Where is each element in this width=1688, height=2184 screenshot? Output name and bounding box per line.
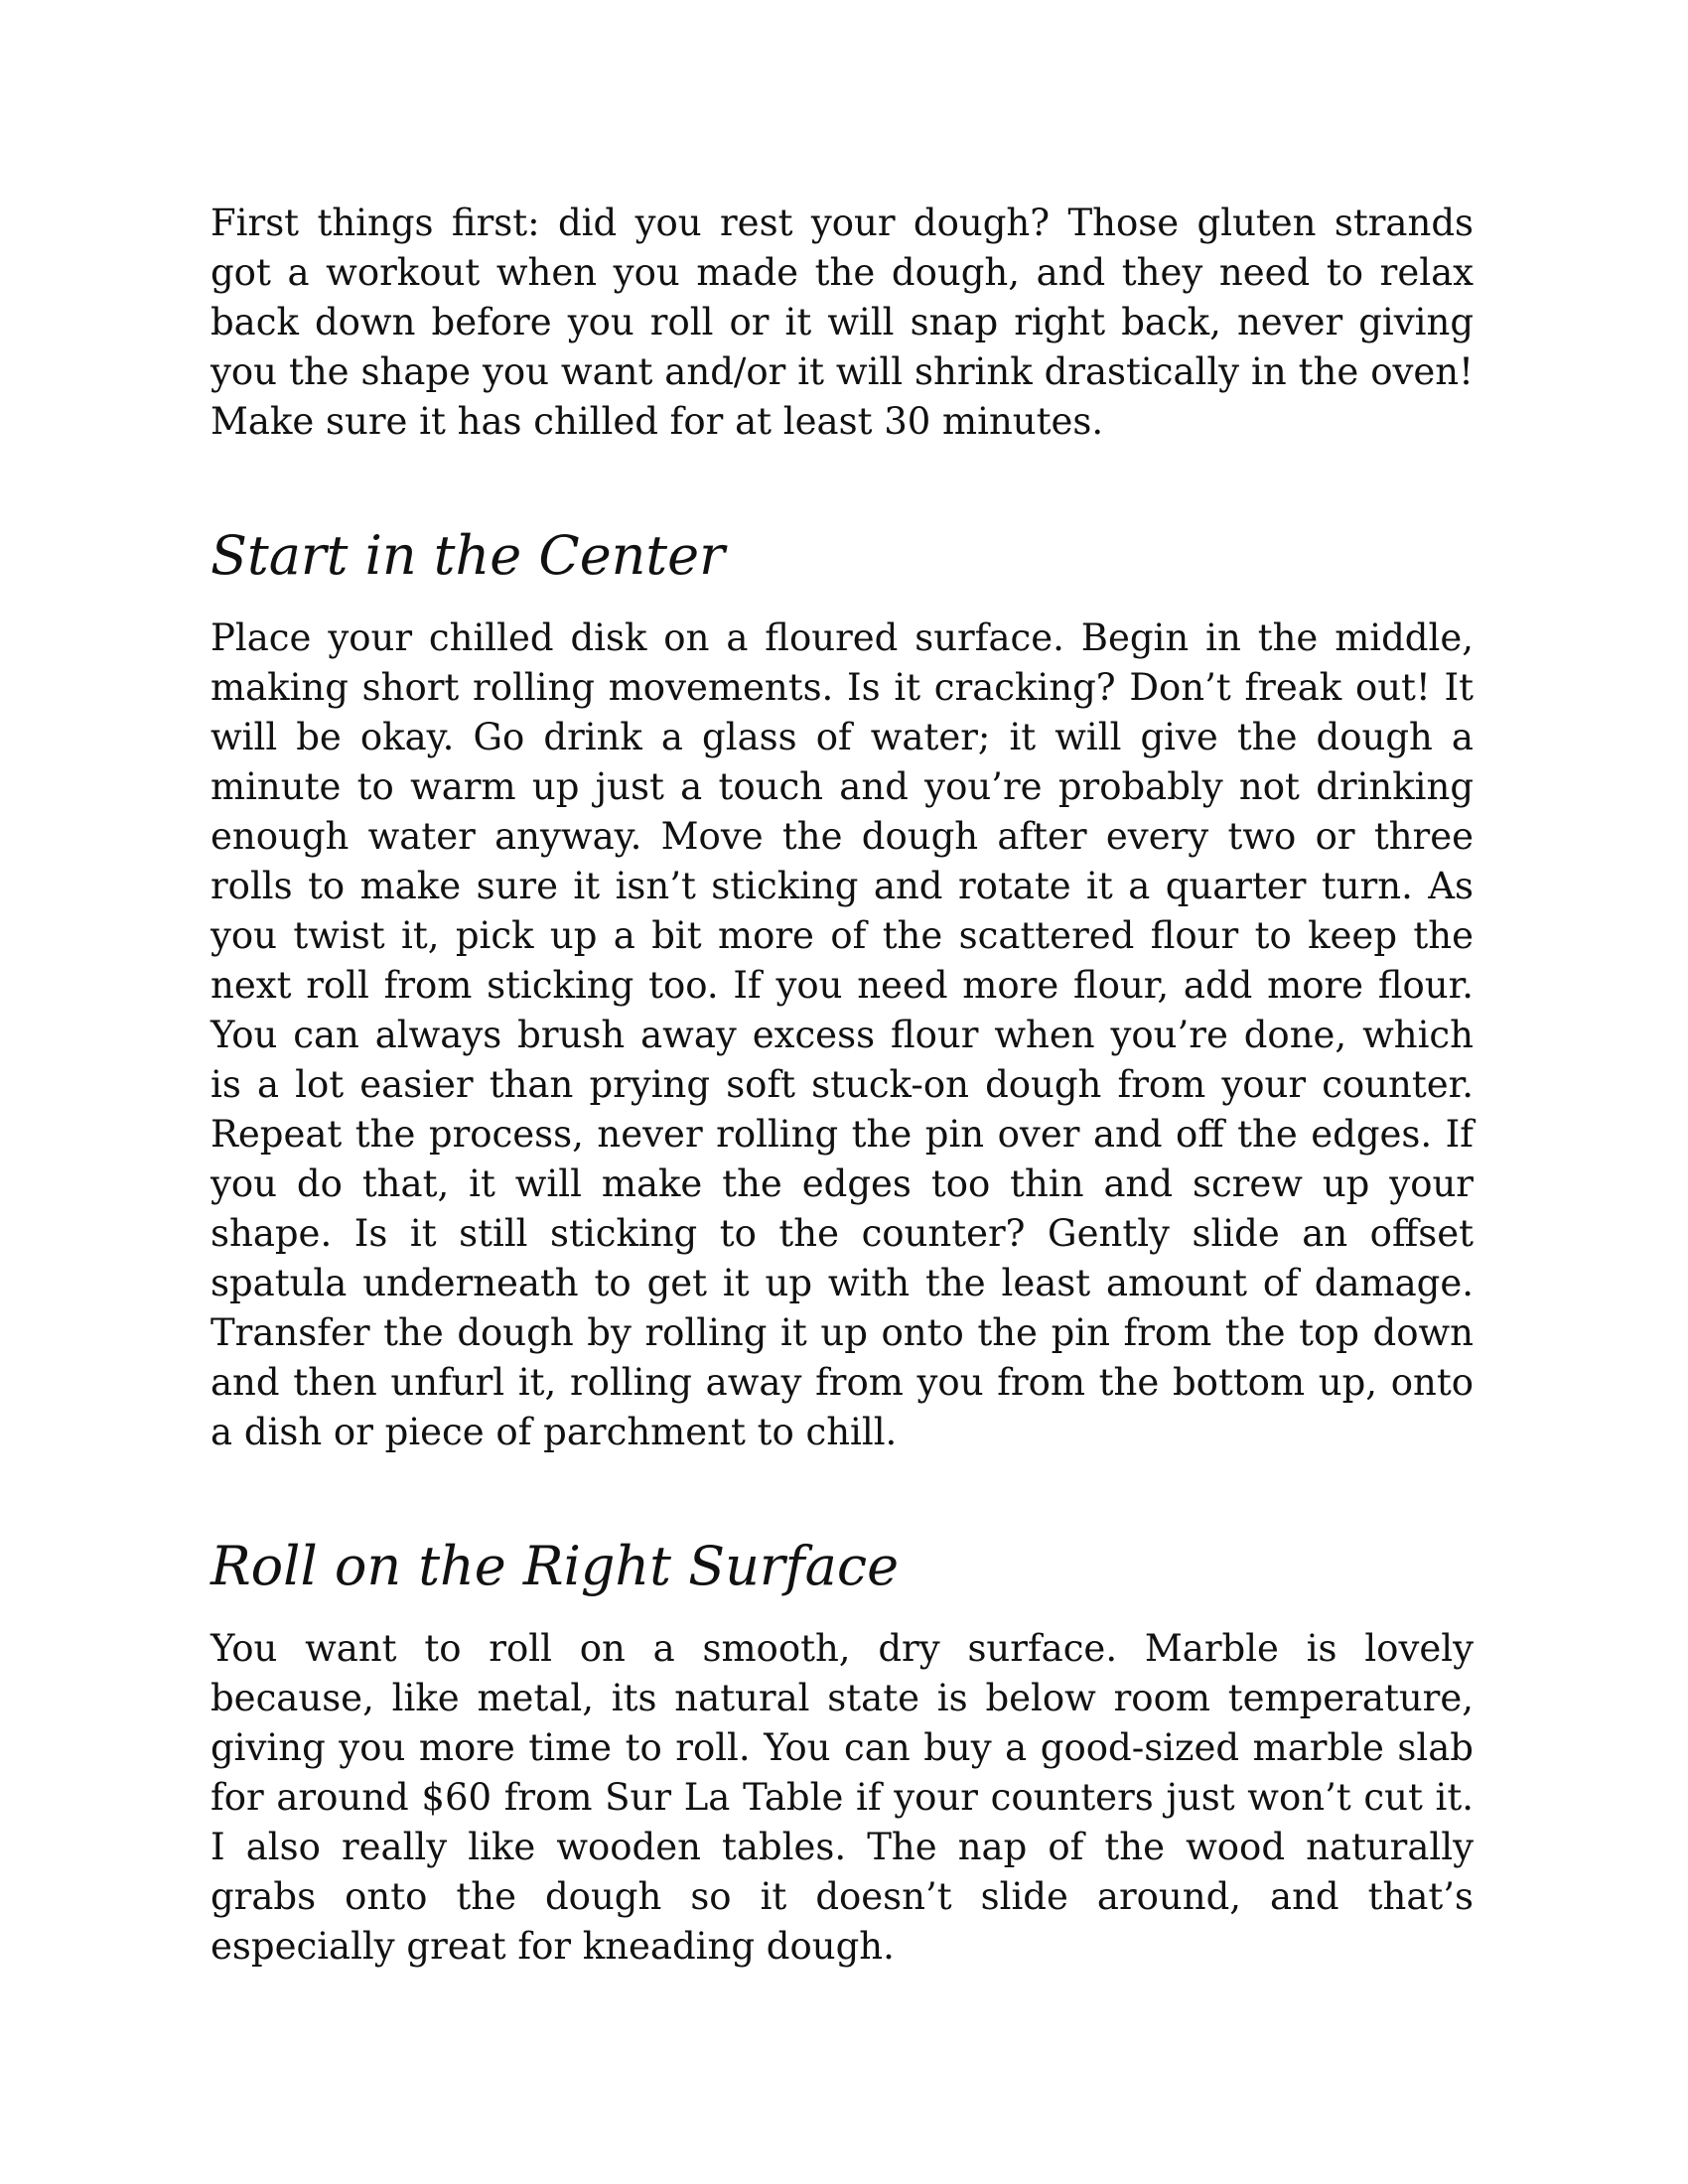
center-paragraph: Place your chilled disk on a floured surface. Begin in the middle, making short rolling movements. Is it cracking? Don’t freak out! It will be okay. Go drink a glass of water; it will give the dough a minute to warm up just a touch and you’re probably not drinking enough water anyway. Move the dough after every two or three rolls to make sure it isn’t sticking and rotate it a quarter turn. As you twist it, pick up a bit more of the scattered flour to keep the next roll from sticking too. If you need more flour, add more flour. You can always brush away excess flour when you’re done, which is a lot easier than prying soft stuck-on dough from your counter. Repeat the process, never rolling the pin over and off the edges. If you do that, it will make the edges too thin and screw up your shape. Is it still sticking to the counter? Gently slide an offset spatula underneath to get it up with the least amount of damage. Transfer the dough by rolling it up onto the pin from the top down and then unfurl it, rolling away from you from the bottom up, onto a dish or piece of parchment to chill. xyxy=(211,616,1474,1453)
surface-paragraph: You want to roll on a smooth, dry surface. Marble is lovely because, like metal, its natural state is below room temperature, giving you more time to roll. You can buy a good-sized marble slab for around $60 from Sur La Table if your counters just won’t cut it. I also really like wooden tables. The nap of the wood naturally grabs onto the dough so it doesn’t slide around, and that’s especially great for kneading dough. xyxy=(211,1627,1474,1968)
intro-paragraph: First things first: did you rest your dough? Those gluten strands got a workout when you made the dough, and they need to relax back down before you roll or it will snap right back, never giving you the shape you want and/or it will shrink drastically in the oven! Make sure it has chilled for at least 30 minutes. xyxy=(211,202,1474,443)
section-heading-right-surface: Roll on the Right Surface xyxy=(211,1535,900,1597)
page-content xyxy=(211,199,1474,1972)
section-heading-start-in-center: Start in the Center xyxy=(211,524,725,587)
